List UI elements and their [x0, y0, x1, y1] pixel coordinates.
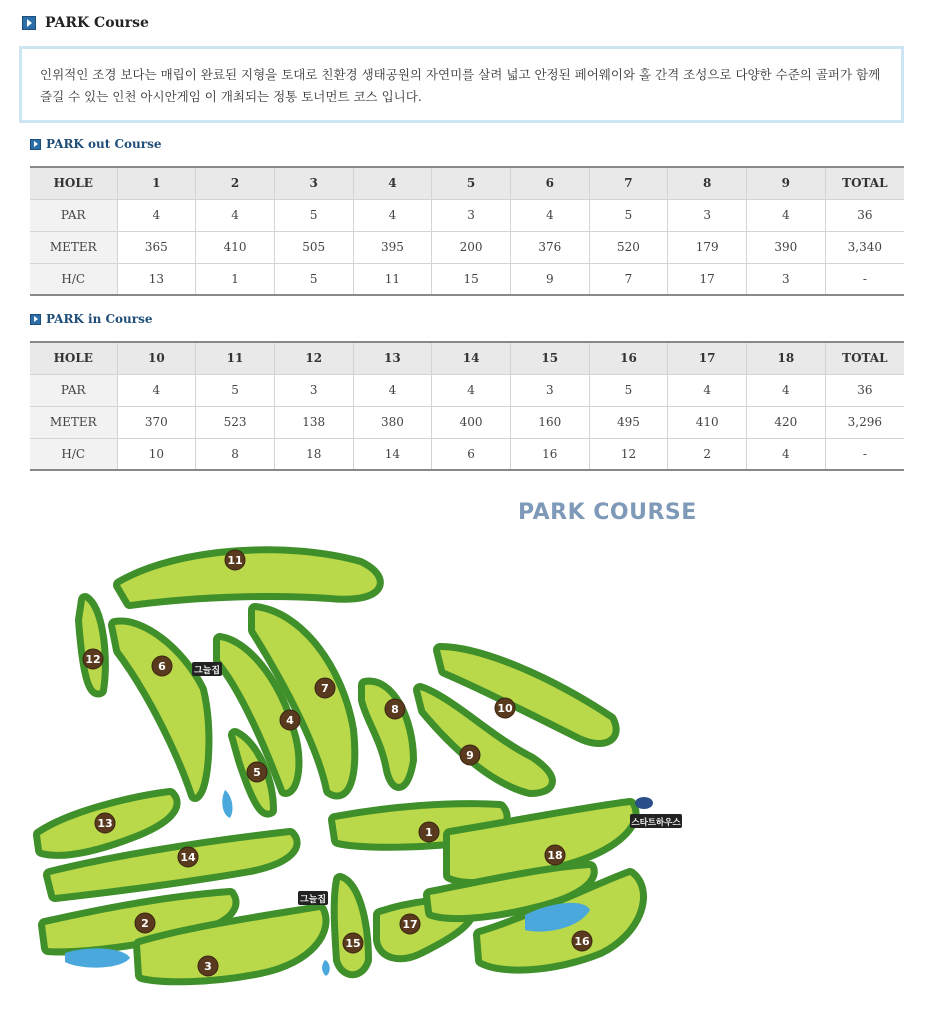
table-cell: 380: [353, 406, 432, 438]
table-cell: 376: [510, 231, 589, 263]
hole-marker-16: [572, 931, 592, 951]
table-cell: 3: [510, 374, 589, 406]
hole-marker-label: 9: [466, 749, 474, 762]
table-cell: 505: [274, 231, 353, 263]
hole-marker-label: 10: [497, 702, 513, 715]
hole-marker-label: 2: [141, 917, 149, 930]
hole-marker-6: [152, 656, 172, 676]
hole-marker-label: 15: [345, 937, 361, 950]
hole-marker-15: [343, 933, 363, 953]
row-label: METER: [30, 231, 117, 263]
hole-marker-11: [225, 550, 245, 570]
table-cell: 370: [117, 406, 196, 438]
arrow-right-icon: [22, 16, 36, 30]
table-cell: 2: [196, 167, 275, 199]
table-cell: 3,296: [825, 406, 904, 438]
table-cell: 16: [510, 438, 589, 470]
table-cell: 495: [589, 406, 668, 438]
table-cell: 4: [353, 199, 432, 231]
in_course-row-hc: [30, 438, 904, 470]
table-cell: 5: [432, 167, 511, 199]
table-cell: 10: [117, 438, 196, 470]
water-hazard: [65, 948, 130, 967]
shelter-1-label: 그늘집: [193, 666, 221, 676]
hole-marker-label: 4: [286, 714, 294, 727]
row-label: H/C: [30, 438, 117, 470]
table-cell: 3: [432, 199, 511, 231]
shelter-2-label: 그늘집: [299, 895, 327, 905]
table-cell: 410: [668, 406, 747, 438]
hole-marker-label: 3: [204, 960, 212, 973]
table-cell: 4: [353, 167, 432, 199]
table-cell: -: [825, 438, 904, 470]
table-cell: 16: [589, 342, 668, 374]
hole-fairway: [115, 624, 205, 795]
table-cell: 8: [196, 438, 275, 470]
table-cell: 13: [353, 342, 432, 374]
table-cell: 17: [668, 342, 747, 374]
table-cell: 6: [510, 167, 589, 199]
hole-marker-label: 5: [253, 766, 261, 779]
table-cell: 14: [432, 342, 511, 374]
map-title: PARK COURSE: [518, 500, 697, 525]
out-course-heading: [30, 136, 161, 152]
table-cell: 10: [117, 342, 196, 374]
table-cell: 523: [196, 406, 275, 438]
table-cell: 36: [825, 199, 904, 231]
table-cell: 4: [117, 374, 196, 406]
table-cell: 15: [432, 263, 511, 295]
in-course-heading: [30, 311, 153, 327]
row-label: PAR: [30, 374, 117, 406]
table-cell: 420: [747, 406, 826, 438]
table-cell: 17: [668, 263, 747, 295]
hole-marker-label: 13: [97, 817, 113, 830]
hole-marker-12: [83, 649, 103, 669]
row-label: METER: [30, 406, 117, 438]
table-cell: 4: [747, 438, 826, 470]
in-course-table: [30, 341, 904, 471]
out_course-row-par: [30, 199, 904, 231]
table-cell: 8: [668, 167, 747, 199]
in_course-header-row: [30, 342, 904, 374]
table-cell: 9: [510, 263, 589, 295]
table-cell: 7: [589, 167, 668, 199]
hole-marker-label: 12: [85, 653, 101, 666]
hole-marker-label: 14: [180, 851, 196, 864]
hole-marker-4: [280, 710, 300, 730]
intro-text: 인위적인 조경 보다는 매립이 완료된 지형을 토대로 친환경 생태공원의 자연미를 살려 넓고 안정된 페어웨이와 홀 간격 조성으로 다양한 수준의 골퍼가 함께 즐길 수 있는 인천 아시안게임 이 개최되는 정통 토너먼트 코스 입니다.: [40, 67, 881, 104]
row-label: HOLE: [30, 167, 117, 199]
in_course-row-par: [30, 374, 904, 406]
hole-marker-14: [178, 847, 198, 867]
row-label: HOLE: [30, 342, 117, 374]
hole-marker-13: [95, 813, 115, 833]
hole-marker-label: 6: [158, 660, 166, 673]
hole-marker-18: [545, 845, 565, 865]
table-cell: 3,340: [825, 231, 904, 263]
in_course-row-meter: [30, 406, 904, 438]
table-cell: TOTAL: [825, 167, 904, 199]
table-cell: 5: [274, 199, 353, 231]
table-cell: 4: [510, 199, 589, 231]
out_course-header-row: [30, 167, 904, 199]
row-label: PAR: [30, 199, 117, 231]
hole-marker-label: 11: [227, 554, 243, 567]
shelter-2: [298, 891, 328, 905]
table-cell: 5: [274, 263, 353, 295]
hole-marker-17: [400, 914, 420, 934]
table-cell: 3: [274, 167, 353, 199]
table-cell: 365: [117, 231, 196, 263]
table-cell: 400: [432, 406, 511, 438]
table-cell: 14: [353, 438, 432, 470]
table-cell: 1: [117, 167, 196, 199]
table-cell: 4: [747, 374, 826, 406]
table-cell: -: [825, 263, 904, 295]
water-hazard: [222, 790, 232, 818]
page-heading: [22, 13, 149, 33]
table-cell: 138: [274, 406, 353, 438]
hole-marker-label: 1: [425, 826, 433, 839]
table-cell: 15: [510, 342, 589, 374]
table-cell: 2: [668, 438, 747, 470]
arrow-right-icon: [30, 139, 41, 150]
page-title: PARK Course: [45, 15, 149, 31]
table-cell: 520: [589, 231, 668, 263]
table-cell: 36: [825, 374, 904, 406]
hole-marker-7: [315, 678, 335, 698]
hole-marker-3: [198, 956, 218, 976]
out-course-title: PARK out Course: [46, 137, 162, 151]
table-cell: 5: [196, 374, 275, 406]
table-cell: 395: [353, 231, 432, 263]
table-cell: 179: [668, 231, 747, 263]
table-cell: TOTAL: [825, 342, 904, 374]
table-cell: 4: [196, 199, 275, 231]
table-cell: 1: [196, 263, 275, 295]
table-cell: 3: [274, 374, 353, 406]
table-cell: 11: [196, 342, 275, 374]
hole-marker-5: [247, 762, 267, 782]
hole-marker-label: 18: [547, 849, 563, 862]
start-house-label: 스타트하우스: [631, 818, 681, 828]
hole-marker-label: 7: [321, 682, 329, 695]
table-cell: 9: [747, 167, 826, 199]
hole-marker-8: [385, 699, 405, 719]
table-cell: 160: [510, 406, 589, 438]
table-cell: 4: [117, 199, 196, 231]
hole-marker-label: 8: [391, 703, 399, 716]
table-cell: 12: [589, 438, 668, 470]
hole-marker-10: [495, 698, 515, 718]
table-cell: 4: [747, 199, 826, 231]
table-cell: 6: [432, 438, 511, 470]
out_course-row-meter: [30, 231, 904, 263]
table-cell: 200: [432, 231, 511, 263]
holes-layer: [40, 553, 640, 978]
hole-marker-2: [135, 913, 155, 933]
course-map: [30, 490, 710, 1000]
table-cell: 7: [589, 263, 668, 295]
arrow-right-icon: [30, 314, 41, 325]
shelter-1: [192, 662, 222, 676]
table-cell: 13: [117, 263, 196, 295]
table-cell: 18: [747, 342, 826, 374]
table-cell: 5: [589, 374, 668, 406]
course-map-drawing: [30, 490, 710, 1000]
hole-fairway: [338, 880, 365, 971]
table-cell: 4: [432, 374, 511, 406]
out_course-row-hc: [30, 263, 904, 295]
table-cell: 4: [668, 374, 747, 406]
hole-marker-1: [419, 822, 439, 842]
hole-marker-9: [460, 745, 480, 765]
table-cell: 390: [747, 231, 826, 263]
table-cell: 12: [274, 342, 353, 374]
table-cell: 4: [353, 374, 432, 406]
row-label: H/C: [30, 263, 117, 295]
table-cell: 11: [353, 263, 432, 295]
in-course-title: PARK in Course: [46, 312, 153, 326]
intro-box: [19, 46, 904, 123]
hole-marker-label: 16: [574, 935, 590, 948]
table-cell: 410: [196, 231, 275, 263]
table-cell: 5: [589, 199, 668, 231]
water-hazard: [322, 960, 330, 976]
table-cell: 3: [668, 199, 747, 231]
hole-marker-label: 17: [402, 918, 418, 931]
table-cell: 18: [274, 438, 353, 470]
table-cell: 3: [747, 263, 826, 295]
out-course-table: [30, 166, 904, 296]
